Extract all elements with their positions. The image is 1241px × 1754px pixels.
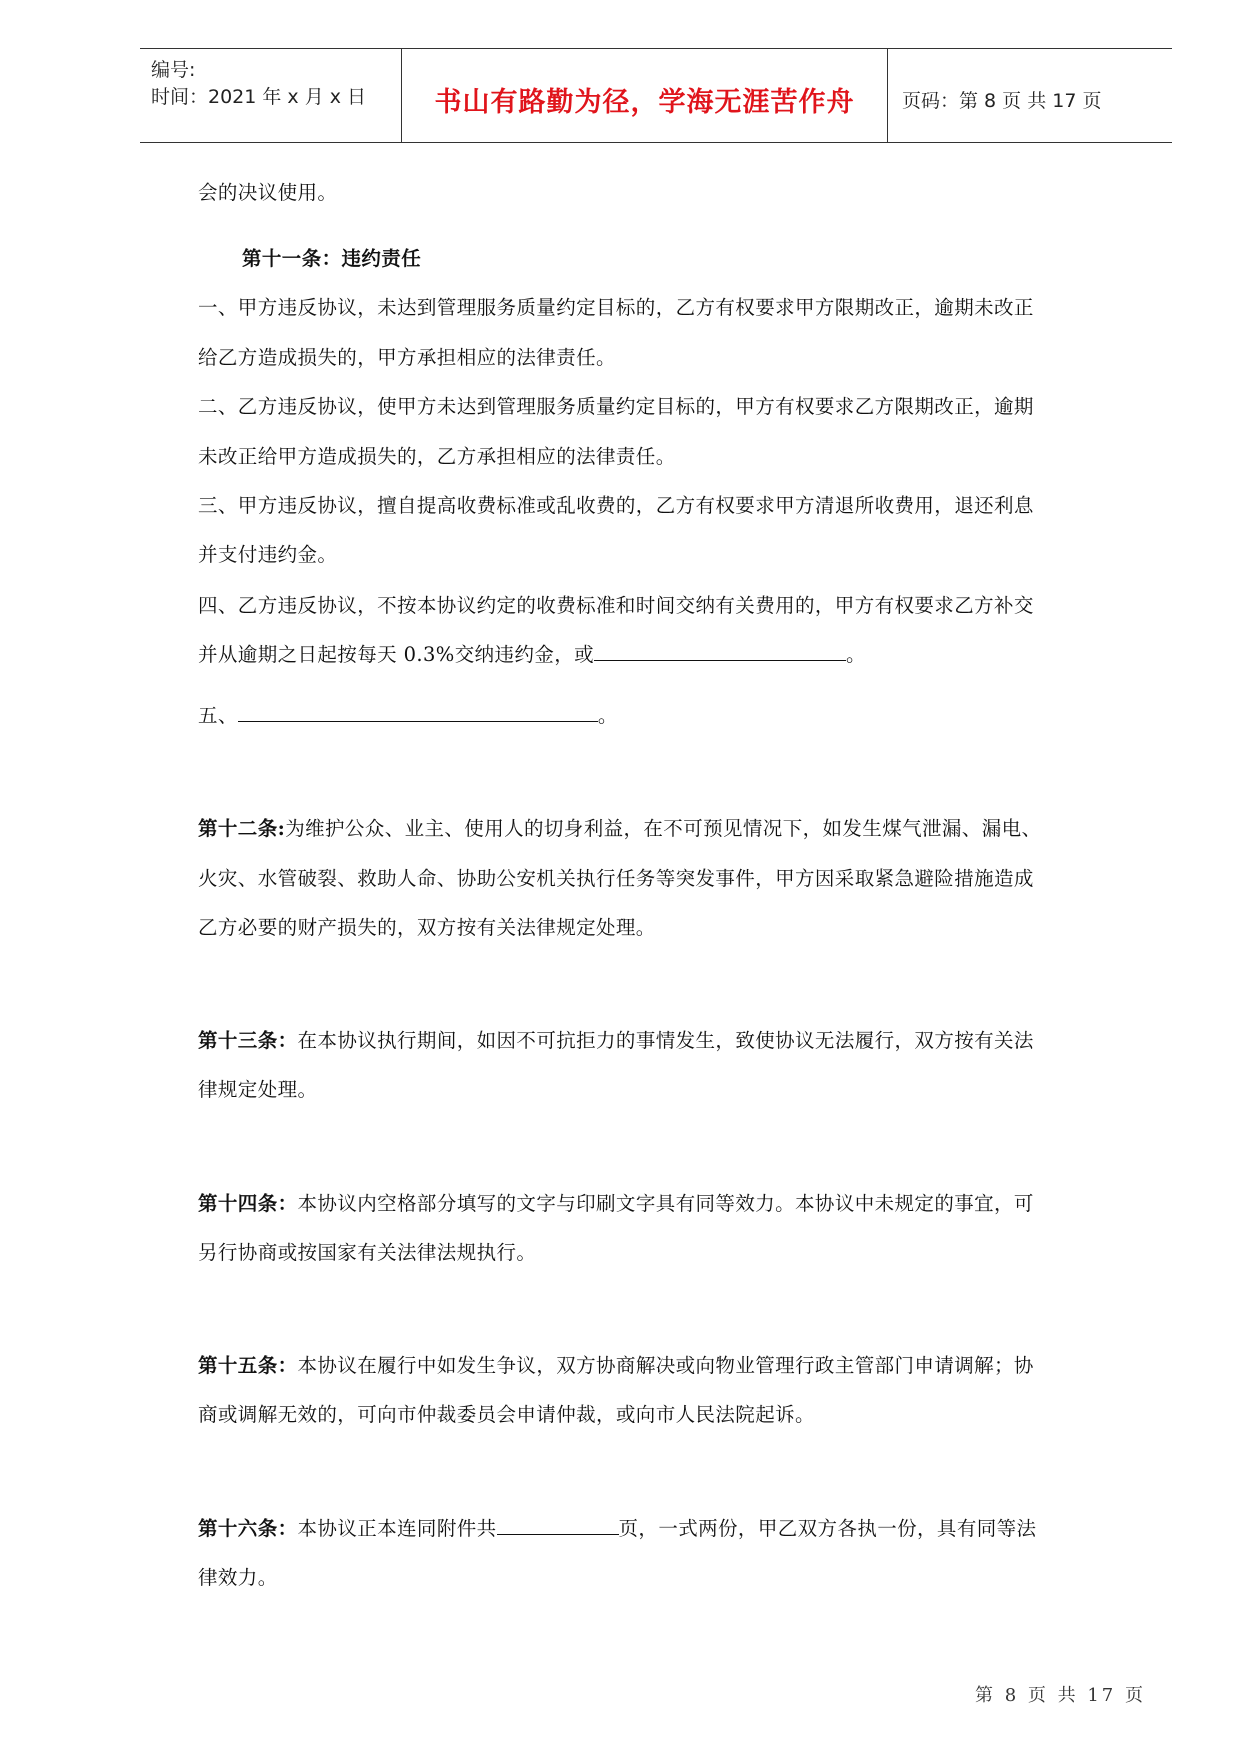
article-11-item-3-line-2: 并支付违约金。: [198, 543, 338, 566]
article-13-title: 第十三条：: [198, 1029, 298, 1052]
article-15-title: 第十五条：: [198, 1354, 298, 1377]
page-code: 页码：第 8 页 共 17 页: [902, 90, 1102, 112]
item-5-prefix: 五、: [198, 704, 238, 727]
fill-blank-penalty[interactable]: [594, 642, 846, 661]
article-13-line-2: 律规定处理。: [198, 1078, 318, 1101]
article-13-line-1: [198, 1028, 1118, 1053]
article-14-line-1: [198, 1191, 1118, 1216]
article-14-line-2: 另行协商或按国家有关法律法规执行。: [198, 1241, 537, 1264]
article-12-title: 第十二条:: [198, 817, 286, 840]
article-12-line-3: 乙方必要的财产损失的，双方按有关法律规定处理。: [198, 916, 656, 939]
article-11-item-3-line-1: 三、甲方违反协议，擅自提高收费标准或乱收费的，乙方有权要求甲方清退所收费用，退还利息: [198, 494, 1034, 517]
article-11-item-1-line-2: 给乙方造成损失的，甲方承担相应的法律责任。: [198, 346, 616, 369]
item-4-end: 。: [846, 643, 866, 666]
article-15-text: 本协议在履行中如发生争议，双方协商解决或向物业管理行政主管部门申请调解；协: [297, 1354, 1034, 1377]
article-14-title: 第十四条：: [198, 1192, 298, 1215]
article-11-title: 第十一条：违约责任: [242, 247, 422, 270]
article-13-text: 在本协议执行期间，如因不可抗拒力的事情发生，致使协议无法履行，双方按有关法: [297, 1029, 1034, 1052]
number-label: 编号:: [151, 59, 196, 81]
header-motto-cell: [402, 49, 888, 142]
page-header: [140, 48, 1172, 143]
article-15-line-2: 商或调解无效的，可向市仲裁委员会申请仲裁，或向市人民法院起诉。: [198, 1403, 815, 1426]
article-11-item-2-line-2: 未改正给甲方造成损失的，乙方承担相应的法律责任。: [198, 445, 676, 468]
article-12-line-1: [198, 816, 1118, 841]
article-11-item-1-line-1: 一、甲方违反协议，未达到管理服务质量约定目标的，乙方有权要求甲方限期改正，逾期未改正: [198, 296, 1034, 319]
article-12-text: 为维护公众、业主、使用人的切身利益，在不可预见情况下，如发生煤气泄漏、漏电、: [285, 817, 1042, 840]
article-16-text-1: 本协议正本连同附件共: [297, 1517, 497, 1540]
article-14-text: 本协议内空格部分填写的文字与印刷文字具有同等效力。本协议中未规定的事宜，可: [297, 1192, 1034, 1215]
article-16-text-2: 页，一式两份，甲乙双方各执一份，具有同等法: [618, 1517, 1037, 1540]
article-11-item-2-line-1: 二、乙方违反协议，使甲方未达到管理服务质量约定目标的，甲方有权要求乙方限期改正，逾期: [198, 395, 1034, 418]
article-15-line-1: [198, 1353, 1118, 1378]
item-4-text: 并从逾期之日起按每天 0.3%交纳违约金，或: [198, 643, 595, 666]
footer-page-number: 第 8 页 共 17 页: [975, 1685, 1146, 1706]
article-16-line-2: 律效力。: [198, 1566, 278, 1589]
article-16-title: 第十六条：: [198, 1517, 298, 1540]
header-left-cell: [140, 49, 402, 142]
article-16-line-1: [198, 1516, 1118, 1541]
time-label: 时间：2021 年 x 月 x 日: [151, 86, 367, 108]
fill-blank-pages[interactable]: [497, 1516, 619, 1535]
item-5-end: 。: [597, 704, 618, 727]
header-right-cell: [888, 49, 1172, 142]
motto: 书山有路勤为径，学海无涯苦作舟: [434, 87, 855, 118]
article-11-item-4-line-1: 四、乙方违反协议，不按本协议约定的收费标准和时间交纳有关费用的，甲方有权要求乙方补交: [198, 594, 1034, 617]
continued-line: 会的决议使用。: [198, 181, 338, 204]
article-12-line-2: 火灾、水管破裂、救助人命、协助公安机关执行任务等突发事件，甲方因采取紧急避险措施造成: [198, 867, 1034, 890]
fill-blank-item-5[interactable]: [238, 703, 598, 722]
article-11-item-4-line-2: [198, 642, 1118, 667]
article-11-item-5: [198, 703, 1118, 728]
